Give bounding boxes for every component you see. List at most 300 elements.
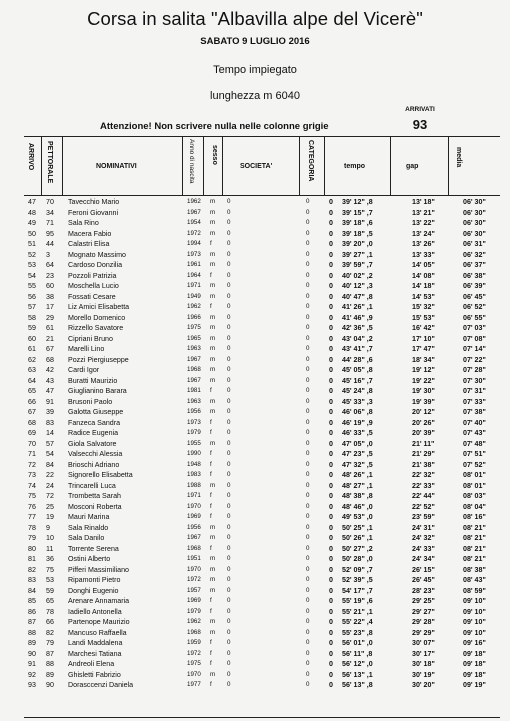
cell-arrivo: 52 (28, 250, 36, 259)
cell-flag: 0 (329, 334, 333, 343)
cell-media: 09' 16" (463, 639, 486, 647)
cell-sesso: f (210, 513, 212, 520)
cell-nominativo: Mauri Marina (68, 513, 110, 521)
table-row (24, 481, 500, 492)
table-row (24, 239, 500, 250)
table-row (24, 670, 500, 681)
cell-media: 06' 52" (463, 303, 486, 311)
cell-flag: 0 (329, 387, 333, 395)
cell-tempo: 54' 17" ,7 (342, 586, 373, 595)
cell-nominativo: Landi Maddalena (68, 639, 123, 647)
cell-arrivo: 66 (28, 397, 36, 406)
cell-tempo: 43' 41" ,7 (342, 345, 373, 353)
table-row (24, 449, 500, 460)
cell-gap: 26' 15" (412, 565, 435, 574)
cell-gap: 20' 26" (412, 418, 435, 427)
cell-anno: 1967 (187, 376, 201, 384)
cell-pettorale: 47 (46, 387, 54, 395)
cell-anno: 1983 (187, 471, 201, 478)
cell-arrivo: 93 (28, 681, 36, 689)
table-row (24, 376, 500, 387)
cell-arrivo: 60 (28, 334, 36, 343)
cell-anno: 1948 (187, 460, 201, 468)
cell-anno: 1957 (187, 586, 201, 594)
cell-tempo: 43' 04" ,2 (342, 334, 373, 343)
cell-societa: 0 (227, 418, 231, 426)
divider (182, 137, 183, 195)
table-row (24, 491, 500, 502)
cell-media: 06' 39" (463, 282, 486, 290)
cell-flag: 0 (329, 681, 333, 689)
cell-categoria: 0 (306, 639, 310, 646)
cell-gap: 13' 21" (412, 208, 435, 217)
cell-nominativo: Mosconi Roberta (68, 502, 122, 511)
cell-arrivo: 65 (28, 387, 36, 395)
cell-arrivo: 71 (28, 450, 36, 458)
divider (222, 137, 223, 195)
cell-media: 09' 18" (463, 670, 486, 679)
cell-gap: 15' 32" (412, 303, 435, 311)
cell-anno: 1979 (187, 429, 201, 436)
cell-tempo: 39' 18" ,5 (342, 229, 373, 238)
cell-media: 08' 43" (463, 576, 486, 584)
cell-categoria: 0 (306, 576, 310, 583)
cell-anno: 1969 (187, 597, 201, 604)
cell-arrivo: 90 (28, 649, 36, 658)
cell-pettorale: 65 (46, 597, 54, 605)
cell-categoria: 0 (306, 660, 310, 667)
cell-categoria: 0 (306, 649, 310, 657)
cell-pettorale: 11 (46, 544, 54, 553)
cell-sesso: m (210, 324, 216, 331)
race-length: lunghezza m 6040 (210, 90, 300, 102)
cell-flag: 0 (329, 408, 333, 416)
header-societa: SOCIETA' (240, 163, 273, 170)
cell-nominativo: Valsecchi Alessia (68, 450, 123, 458)
cell-gap: 19' 12" (412, 366, 435, 374)
cell-pettorale: 43 (46, 376, 54, 385)
cell-pettorale: 61 (46, 324, 54, 332)
cell-sesso: f (210, 681, 212, 688)
cell-arrivo: 83 (28, 576, 36, 584)
cell-arrivo: 79 (28, 534, 36, 542)
cell-societa: 0 (227, 366, 231, 373)
cell-flag: 0 (329, 471, 333, 479)
cell-flag: 0 (329, 597, 333, 605)
cell-nominativo: Sala Danilo (68, 534, 105, 542)
cell-societa: 0 (227, 586, 231, 594)
cell-societa: 0 (227, 544, 231, 552)
table-row (24, 680, 500, 691)
cell-tempo: 50' 25" ,1 (342, 523, 373, 532)
cell-pettorale: 3 (46, 250, 50, 259)
cell-societa: 0 (227, 450, 231, 457)
cell-anno: 1954 (187, 219, 201, 226)
cell-arrivo: 57 (28, 303, 36, 311)
cell-anno: 1967 (187, 208, 201, 216)
cell-flag: 0 (329, 282, 333, 290)
cell-sesso: m (210, 334, 216, 342)
cell-anno: 1975 (187, 324, 201, 331)
cell-tempo: 46' 06" ,8 (342, 408, 373, 416)
cell-arrivo: 69 (28, 429, 36, 437)
cell-pettorale: 67 (46, 345, 54, 353)
cell-pettorale: 42 (46, 366, 54, 374)
cell-sesso: m (210, 565, 216, 573)
cell-media: 08' 04" (463, 502, 486, 511)
cell-flag: 0 (329, 649, 333, 658)
cell-pettorale: 75 (46, 565, 54, 574)
cell-tempo: 49' 53" ,0 (342, 513, 373, 521)
cell-categoria: 0 (306, 271, 310, 279)
cell-categoria: 0 (306, 670, 310, 678)
cell-categoria: 0 (306, 513, 310, 520)
cell-tempo: 47' 05" ,0 (342, 439, 373, 448)
cell-gap: 29' 29" (412, 628, 435, 637)
cell-flag: 0 (329, 660, 333, 668)
cell-arrivo: 81 (28, 555, 36, 563)
cell-sesso: m (210, 534, 216, 541)
cell-tempo: 47' 32" ,5 (342, 460, 373, 469)
cell-tempo: 47' 23" ,5 (342, 450, 373, 458)
cell-nominativo: Trombetta Sarah (68, 492, 121, 500)
cell-sesso: f (210, 544, 212, 552)
cell-nominativo: Calastri Elisa (68, 240, 110, 248)
table-row (24, 323, 500, 334)
cell-tempo: 40' 47" ,8 (342, 292, 373, 301)
cell-sesso: m (210, 555, 216, 562)
cell-gap: 13' 33" (412, 250, 435, 259)
cell-anno: 1979 (187, 607, 201, 615)
cell-gap: 20' 12" (412, 408, 435, 416)
cell-flag: 0 (329, 198, 333, 206)
cell-categoria: 0 (306, 565, 310, 573)
table-row (24, 544, 500, 555)
header-arrivo: ARRIVO (27, 143, 34, 171)
cell-anno: 1962 (187, 198, 201, 205)
table-row (24, 649, 500, 660)
table-row (24, 586, 500, 597)
cell-media: 06' 37" (463, 261, 486, 269)
cell-categoria: 0 (306, 418, 310, 426)
cell-tempo: 48' 46" ,0 (342, 502, 373, 511)
cell-gap: 30' 07" (412, 639, 435, 647)
cell-societa: 0 (227, 271, 231, 279)
cell-societa: 0 (227, 292, 231, 300)
table-row (24, 502, 500, 513)
cell-nominativo: Torrente Serena (68, 544, 119, 553)
cell-sesso: f (210, 502, 212, 510)
cell-gap: 15' 53" (412, 313, 435, 322)
cell-gap: 13' 26" (412, 240, 435, 248)
cell-nominativo: Dorasccenzi Daniela (68, 681, 134, 689)
cell-tempo: 45' 24" ,8 (342, 387, 373, 395)
cell-societa: 0 (227, 429, 231, 436)
cell-anno: 1967 (187, 355, 201, 363)
cell-nominativo: Moschella Lucio (68, 282, 119, 290)
cell-arrivo: 59 (28, 324, 36, 332)
cell-anno: 1961 (187, 261, 201, 268)
cell-arrivo: 77 (28, 513, 36, 521)
cell-societa: 0 (227, 324, 231, 331)
cell-categoria: 0 (306, 334, 310, 342)
cell-nominativo: Pozzi Piergiuseppe (68, 355, 129, 364)
cell-pettorale: 84 (46, 460, 54, 469)
cell-pettorale: 39 (46, 408, 54, 416)
table-row (24, 533, 500, 544)
cell-pettorale: 22 (46, 471, 54, 479)
cell-gap: 18' 34" (412, 355, 435, 364)
cell-flag: 0 (329, 208, 333, 217)
divider (41, 137, 42, 195)
cell-flag: 0 (329, 376, 333, 385)
cell-tempo: 46' 19" ,9 (342, 418, 373, 427)
cell-anno: 1968 (187, 366, 201, 373)
cell-tempo: 39' 18" ,6 (342, 219, 373, 227)
cell-nominativo: Donghi Eugenio (68, 586, 119, 595)
cell-gap: 24' 34" (412, 555, 435, 563)
cell-arrivo: 88 (28, 628, 36, 637)
cell-sesso: m (210, 628, 216, 636)
cell-flag: 0 (329, 513, 333, 521)
header-nominativi: NOMINATIVI (96, 163, 137, 170)
cell-tempo: 48' 27" ,1 (342, 481, 373, 490)
cell-societa: 0 (227, 502, 231, 510)
cell-gap: 30' 20" (412, 681, 435, 689)
cell-categoria: 0 (306, 324, 310, 331)
cell-sesso: m (210, 198, 216, 205)
cell-flag: 0 (329, 639, 333, 647)
cell-categoria: 0 (306, 481, 310, 489)
cell-sesso: f (210, 597, 212, 604)
cell-nominativo: Morello Domenico (68, 313, 126, 322)
cell-tempo: 56' 11" ,8 (342, 649, 373, 658)
cell-arrivo: 64 (28, 376, 36, 385)
cell-sesso: f (210, 271, 212, 279)
cell-nominativo: Andreoli Elena (68, 660, 115, 668)
header-gap: gap (406, 163, 419, 170)
table-row (24, 407, 500, 418)
table-row (24, 554, 500, 565)
cell-arrivo: 47 (28, 198, 36, 206)
cell-pettorale: 88 (46, 660, 54, 668)
cell-tempo: 48' 26" ,1 (342, 471, 373, 479)
cell-nominativo: Pozzoli Patrizia (68, 271, 117, 280)
cell-nominativo: Arenare Annamaria (68, 597, 130, 605)
cell-categoria: 0 (306, 681, 310, 688)
cell-categoria: 0 (306, 460, 310, 468)
race-date: SABATO 9 LUGLIO 2016 (200, 36, 310, 47)
cell-pettorale: 21 (46, 334, 54, 343)
table-row (24, 313, 500, 324)
cell-media: 07' 08" (463, 334, 486, 343)
cell-arrivo: 55 (28, 282, 36, 290)
cell-sesso: m (210, 376, 216, 384)
cell-flag: 0 (329, 534, 333, 542)
cell-flag: 0 (329, 555, 333, 563)
cell-societa: 0 (227, 408, 231, 415)
cell-nominativo: Giola Salvatore (68, 439, 117, 448)
cell-societa: 0 (227, 670, 231, 678)
cell-categoria: 0 (306, 376, 310, 384)
cell-arrivo: 78 (28, 523, 36, 532)
cell-pettorale: 91 (46, 397, 54, 406)
cell-pettorale: 72 (46, 492, 54, 500)
cell-flag: 0 (329, 544, 333, 553)
table-row (24, 617, 500, 628)
cell-sesso: m (210, 261, 216, 268)
cell-societa: 0 (227, 534, 231, 541)
cell-societa: 0 (227, 376, 231, 384)
cell-arrivo: 84 (28, 586, 36, 595)
cell-nominativo: Cardoso Donzilia (68, 261, 123, 269)
cell-media: 08' 21" (463, 544, 486, 553)
cell-anno: 1994 (187, 240, 201, 247)
cell-arrivo: 56 (28, 292, 36, 301)
cell-tempo: 52' 09" ,7 (342, 565, 373, 574)
cell-sesso: f (210, 418, 212, 426)
table-row (24, 659, 500, 670)
cell-societa: 0 (227, 565, 231, 573)
cell-sesso: m (210, 408, 216, 415)
cell-anno: 1969 (187, 513, 201, 520)
cell-societa: 0 (227, 208, 231, 216)
cell-societa: 0 (227, 523, 231, 531)
cell-flag: 0 (329, 429, 333, 437)
cell-gap: 14' 18" (412, 282, 435, 290)
table-row (24, 292, 500, 303)
cell-sesso: m (210, 439, 216, 447)
cell-tempo: 45' 05" ,8 (342, 366, 373, 374)
cell-sesso: m (210, 366, 216, 373)
cell-media: 08' 03" (463, 492, 486, 500)
cell-pettorale: 9 (46, 523, 50, 532)
cell-sesso: m (210, 576, 216, 583)
header-media: media (455, 147, 462, 168)
cell-arrivo: 67 (28, 408, 36, 416)
cell-arrivo: 82 (28, 565, 36, 574)
cell-media: 06' 45" (463, 292, 486, 301)
table-row (24, 470, 500, 481)
cell-anno: 1959 (187, 639, 201, 646)
cell-sesso: f (210, 240, 212, 247)
cell-societa: 0 (227, 618, 231, 625)
cell-gap: 14' 08" (412, 271, 435, 280)
cell-nominativo: Tavecchio Mario (68, 198, 120, 206)
cell-anno: 1972 (187, 229, 201, 237)
divider (203, 137, 204, 195)
table-row (24, 197, 500, 208)
cell-pettorale: 79 (46, 639, 54, 647)
cell-sesso: m (210, 481, 216, 489)
table-row (24, 428, 500, 439)
cell-arrivo: 48 (28, 208, 36, 217)
cell-pettorale: 53 (46, 576, 54, 584)
cell-arrivo: 53 (28, 261, 36, 269)
cell-arrivo: 85 (28, 597, 36, 605)
header-sesso: sesso (211, 145, 218, 165)
cell-arrivo: 74 (28, 481, 36, 490)
cell-gap: 20' 39" (412, 429, 435, 437)
table-row (24, 250, 500, 261)
header-tempo: tempo (344, 163, 365, 170)
cell-gap: 16' 42" (412, 324, 435, 332)
cell-pettorale: 36 (46, 555, 54, 563)
cell-arrivo: 76 (28, 502, 36, 511)
cell-societa: 0 (227, 334, 231, 342)
cell-nominativo: Signorello Elisabetta (68, 471, 133, 479)
arrivati-label: ARRIVATI (405, 106, 435, 113)
cell-sesso: f (210, 492, 212, 499)
cell-tempo: 39' 59" ,7 (342, 261, 373, 269)
cell-categoria: 0 (306, 229, 310, 237)
cell-pettorale: 71 (46, 219, 54, 227)
cell-media: 09' 10" (463, 628, 486, 637)
cell-tempo: 56' 12" ,0 (342, 660, 373, 668)
cell-anno: 1971 (187, 492, 201, 499)
cell-categoria: 0 (306, 450, 310, 457)
cell-media: 09' 19" (463, 681, 486, 689)
cell-societa: 0 (227, 282, 231, 289)
header-categoria: CATEGORIA (307, 140, 314, 182)
tempo-label: Tempo impiegato (213, 64, 297, 76)
cell-societa: 0 (227, 439, 231, 447)
cell-media: 06' 30" (463, 219, 486, 227)
cell-flag: 0 (329, 355, 333, 364)
cell-categoria: 0 (306, 534, 310, 541)
cell-media: 06' 30" (463, 208, 486, 217)
cell-categoria: 0 (306, 618, 310, 625)
cell-nominativo: Macera Fabio (68, 229, 112, 238)
cell-tempo: 56' 01" ,0 (342, 639, 373, 647)
cell-media: 07' 14" (463, 345, 486, 353)
cell-nominativo: Feroni Giovanni (68, 208, 119, 217)
cell-categoria: 0 (306, 397, 310, 405)
cell-gap: 30' 19" (412, 670, 435, 679)
cell-anno: 1988 (187, 481, 201, 489)
cell-sesso: m (210, 219, 216, 226)
cell-pettorale: 89 (46, 670, 54, 679)
cell-arrivo: 75 (28, 492, 36, 500)
cell-societa: 0 (227, 628, 231, 636)
cell-gap: 24' 31" (412, 523, 435, 532)
cell-societa: 0 (227, 198, 231, 205)
cell-flag: 0 (329, 240, 333, 248)
cell-tempo: 39' 15" ,7 (342, 208, 373, 217)
cell-flag: 0 (329, 250, 333, 259)
divider (390, 137, 391, 195)
cell-societa: 0 (227, 460, 231, 468)
cell-media: 07' 03" (463, 324, 486, 332)
cell-pettorale: 10 (46, 534, 54, 542)
cell-sesso: f (210, 660, 212, 667)
cell-media: 07' 38" (463, 408, 486, 416)
cell-media: 07' 51" (463, 450, 486, 458)
cell-categoria: 0 (306, 345, 310, 352)
cell-nominativo: Sala Rino (68, 219, 99, 227)
cell-tempo: 39' 27" ,1 (342, 250, 373, 259)
cell-media: 09' 10" (463, 618, 486, 626)
cell-media: 07' 40" (463, 418, 486, 427)
cell-tempo: 40' 12" ,3 (342, 282, 373, 290)
cell-nominativo: Trincarelli Luca (68, 481, 116, 490)
cell-categoria: 0 (306, 282, 310, 289)
cell-sesso: m (210, 250, 216, 258)
cell-sesso: m (210, 345, 216, 352)
cell-categoria: 0 (306, 366, 310, 373)
cell-gap: 21' 38" (412, 460, 435, 469)
cell-media: 09' 10" (463, 597, 486, 605)
